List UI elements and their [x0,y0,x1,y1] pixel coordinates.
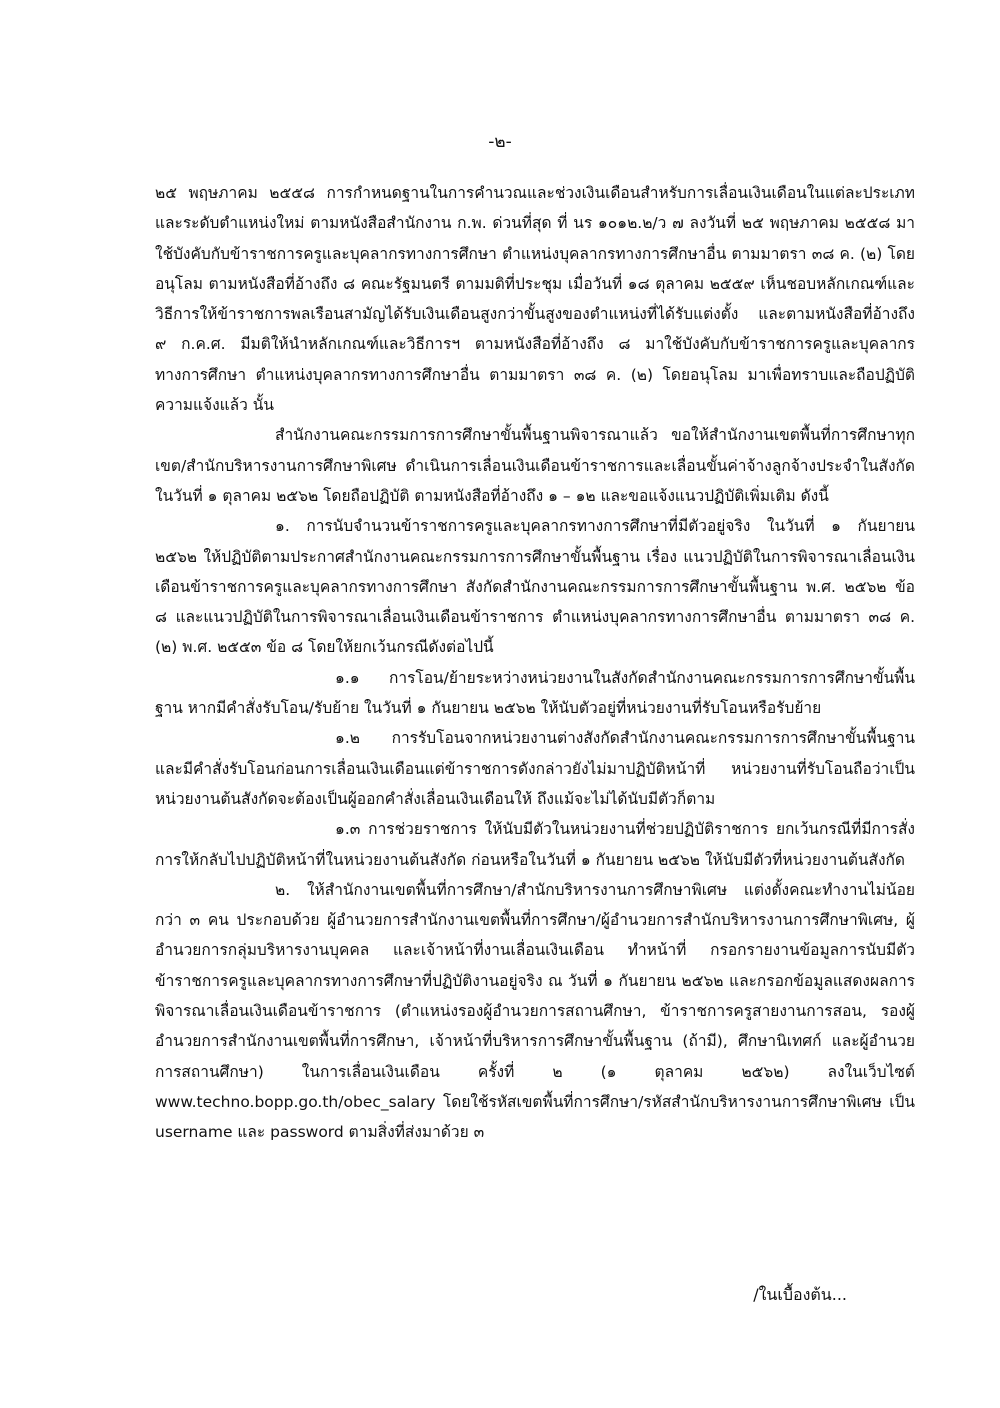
paragraph-directive: สำนักงานคณะกรรมการการศึกษาขั้นพื้นฐานพิจารณาแล้ว ขอให้สำนักงานเขตพื้นที่การศึกษาทุกเขต/สำนักบริหารงานการศึกษาพิเศษ ดำเนินการเลื่อนเงินเดือนข้าราชการและเลื่อนขั้นค่าจ้างลูกจ้างประจำในสังกัด ในวันที่ ๑ ตุลาคม ๒๕๖๒ โดยถือปฏิบัติ ตามหนังสือที่อ้างถึง ๑ – ๑๒ และขอแจ้งแนวปฏิบัติเพิ่มเติม ดังนี้ [155,426,915,505]
paragraph-item-1-3: ๑.๓ การช่วยราชการ ให้นับมีตัวในหน่วยงานที่ช่วยปฏิบัติราชการ ยกเว้นกรณีที่มีการสั่งการให้กลับไปปฏิบัติหน้าที่ในหน่วยงานต้นสังกัด ก่อนหรือในวันที่ ๑ กันยายน ๒๕๖๒ ให้นับมีตัวที่หน่วยงานต้นสังกัด [155,820,915,869]
document-body [155,178,915,1148]
paragraph-item-1-1: ๑.๑ การโอน/ย้ายระหว่างหน่วยงานในสังกัดสำนักงานคณะกรรมการการศึกษาขั้นพื้นฐาน หากมีคำสั่งรับโอน/รับย้าย ในวันที่ ๑ กันยายน ๒๕๖๒ ให้นับตัวอยู่ที่หน่วยงานที่รับโอนหรือรับย้าย [155,668,915,718]
paragraph-item-1-2: ๑.๒ การรับโอนจากหน่วยงานต่างสังกัดสำนักงานคณะกรรมการการศึกษาขั้นพื้นฐาน และมีคำสั่งรับโอนก่อนการเลื่อนเงินเดือนแต่ข้าราชการดังกล่าวยังไม่มาปฏิบัติหน้าที่ หน่วยงานที่รับโอนถือว่าเป็นหน่วยงานต้นสังกัดจะต้องเป็นผู้ออกคำสั่งเลื่อนเงินเดือนให้ ถึงแม้จะไม่ได้นับมีตัวก็ตาม [155,729,915,808]
page-number: -๒- [488,132,512,152]
paragraph-item-1: ๑. การนับจำนวนข้าราชการครูและบุคลากรทางการศึกษาที่มีตัวอยู่จริง ในวันที่ ๑ กันยายน ๒๕๖๒ ให้ปฏิบัติตามประกาศสำนักงานคณะกรรมการการศึกษาขั้นพื้นฐาน เรื่อง แนวปฏิบัติในการพิจารณาเลื่อนเงินเดือนข้าราชการครูและบุคลากรทางการศึกษา สังกัดสำนักงานคณะกรรมการการศึกษาขั้นพื้นฐาน พ.ศ. ๒๕๖๒ ข้อ ๘ และแนวปฏิบัติในการพิจารณาเลื่อนเงินเดือนข้าราชการ ตำแหน่งบุคลากรทางการศึกษาอื่น ตามมาตรา ๓๘ ค. (๒) พ.ศ. ๒๕๕๓ ข้อ ๘ โดยให้ยกเว้นกรณีดังต่อไปนี้ [155,517,915,657]
paragraph-item-2: ๒. ให้สำนักงานเขตพื้นที่การศึกษา/สำนักบริหารงานการศึกษาพิเศษ แต่งตั้งคณะทำงานไม่น้อยกว่า ๓ คน ประกอบด้วย ผู้อำนวยการสำนักงานเขตพื้นที่การศึกษา/ผู้อำนวยการสำนักบริหารงานการศึกษาพิเศษ, ผู้อำนวยการกลุ่มบริหารงานบุคคล และเจ้าหน้าที่งานเลื่อนเงินเดือน ทำหน้าที่ กรอกรายงานข้อมูลการนับมีตัวข้าราชการครูและบุคลากรทางการศึกษาที่ปฏิบัติงานอยู่จริง ณ วันที่ ๑ กันยายน ๒๕๖๒ และกรอกข้อมูลแสดงผลการพิจารณาเลื่อนเงินเดือนข้าราชการ (ตำแหน่งรองผู้อำนวยการสถานศึกษา, ข้าราชการครูสายงานการสอน, รองผู้อำนวยการสำนักงานเขตพื้นที่การศึกษา, เจ้าหน้าที่บริหารการศึกษาขั้นพื้นฐาน (ถ้ามี), ศึกษานิเทศก์ และผู้อำนวยการสถานศึกษา) ในการเลื่อนเงินเดือน ครั้งที่ ๒ (๑ ตุลาคม ๒๕๖๒) ลงในเว็บไซต์ www.techno.bopp.go.th/obec_salary โดยใช้รหัสเขตพื้นที่การศึกษา/รหัสสำนักบริหารงานการศึกษาพิเศษ เป็น username และ password ตามสิ่งที่ส่งมาด้วย ๓ [155,880,915,1142]
paragraph-intro: ๒๕ พฤษภาคม ๒๕๕๘ การกำหนดฐานในการคำนวณและช่วงเงินเดือนสำหรับการเลื่อนเงินเดือนในแต่ละประเภทและระดับตำแหน่งใหม่ ตามหนังสือสำนักงาน ก.พ. ด่วนที่สุด ที่ นร ๑๐๑๒.๒/ว ๗ ลงวันที่ ๒๕ พฤษภาคม ๒๕๕๘ มาใช้บังคับกับข้าราชการครูและบุคลากรทางการศึกษา ตำแหน่งบุคลากรทางการศึกษาอื่น ตามมาตรา ๓๘ ค. (๒) โดยอนุโลม ตามหนังสือที่อ้างถึง ๘ คณะรัฐมนตรี ตามมติที่ประชุม เมื่อวันที่ ๑๘ ตุลาคม ๒๕๕๙ เห็นชอบหลักเกณฑ์และวิธีการให้ข้าราชการพลเรือนสามัญได้รับเงินเดือนสูงกว่าขั้นสูงของตำแหน่งที่ได้รับแต่งตั้ง และตามหนังสือที่อ้างถึง ๙ ก.ค.ศ. มีมติให้นำหลักเกณฑ์และวิธีการฯ ตามหนังสือที่อ้างถึง ๘ มาใช้บังคับกับข้าราชการครูและบุคลากรทางการศึกษา ตำแหน่งบุคลากรทางการศึกษาอื่น ตามมาตรา ๓๘ ค. (๒) โดยอนุโลม มาเพื่อทราบและถือปฏิบัติ ความแจ้งแล้ว นั้น [155,184,915,415]
continuation-marker: /ในเบื้องต้น... [753,1285,847,1304]
